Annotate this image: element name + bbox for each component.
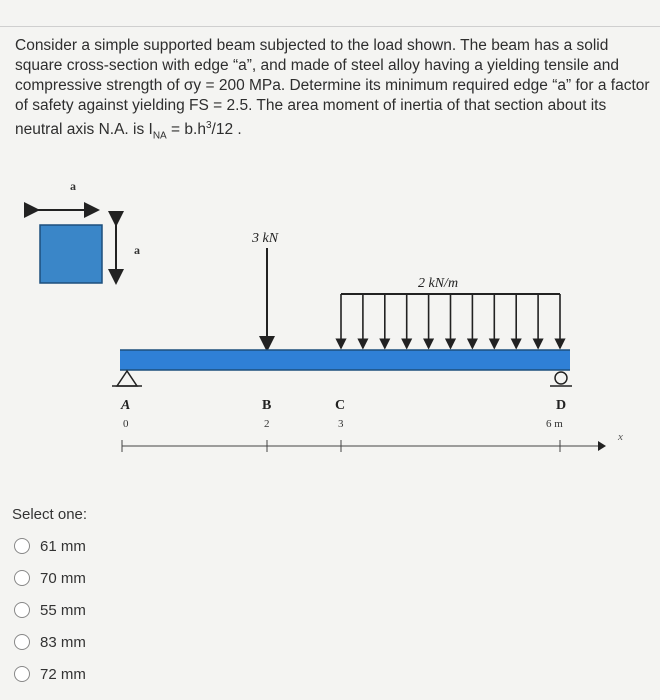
- option-2[interactable]: [14, 594, 86, 626]
- option-label: 72 mm: [40, 665, 86, 683]
- option-1[interactable]: [14, 562, 86, 594]
- option-0[interactable]: [14, 530, 86, 562]
- radio-button[interactable]: [14, 602, 30, 618]
- cross-section-square: [40, 225, 102, 283]
- point-a-position: 0: [123, 418, 129, 430]
- point-c-label: C: [335, 398, 346, 413]
- option-3[interactable]: [14, 626, 86, 658]
- beam: [120, 350, 570, 370]
- option-label: 83 mm: [40, 633, 86, 651]
- point-b-position: 2: [264, 418, 270, 430]
- question-part-3: /12 .: [211, 121, 242, 139]
- radio-button[interactable]: [14, 666, 30, 682]
- distributed-load-arrows: [341, 294, 560, 348]
- point-load-label: 3 kN: [252, 231, 279, 246]
- radio-button[interactable]: [14, 634, 30, 650]
- point-b-label: B: [262, 398, 272, 413]
- option-label: 55 mm: [40, 601, 86, 619]
- roller-support-d: [555, 372, 567, 384]
- radio-button[interactable]: [14, 570, 30, 586]
- question-subscript: NA: [152, 130, 167, 142]
- section-width-label: a: [70, 179, 76, 193]
- question-part-2: = b.h: [166, 121, 206, 139]
- option-label: 70 mm: [40, 569, 86, 587]
- distributed-load-label: 2 kN/m: [418, 276, 459, 291]
- top-divider: [0, 26, 660, 27]
- x-axis-label: x: [618, 431, 623, 443]
- question-superscript: 3: [205, 120, 212, 131]
- select-one-label: Select one:: [12, 506, 88, 523]
- beam-figure: [0, 170, 660, 470]
- section-height-label: a: [134, 243, 140, 257]
- point-a-label: A: [121, 398, 131, 413]
- point-d-label: D: [556, 398, 567, 413]
- option-4[interactable]: [14, 658, 86, 690]
- radio-button[interactable]: [14, 538, 30, 554]
- pin-support-a: [117, 371, 137, 386]
- answer-options: [14, 530, 86, 690]
- option-label: 61 mm: [40, 537, 86, 555]
- point-c-position: 3: [338, 418, 344, 430]
- point-d-position: 6 m: [546, 418, 563, 430]
- question-part-1: Consider a simple supported beam subjected to the load shown. The beam has a solid square cross-section with edge “a”, and made of steel alloy having a yielding tensile and compressive strength of σy = 200 MPa. Determine its minimum required edge “a” for a factor of safety against yielding FS = 2.5. The area moment of inertia of that section about its neutral axis N.A. is I: [15, 37, 650, 139]
- question-text: [15, 36, 650, 146]
